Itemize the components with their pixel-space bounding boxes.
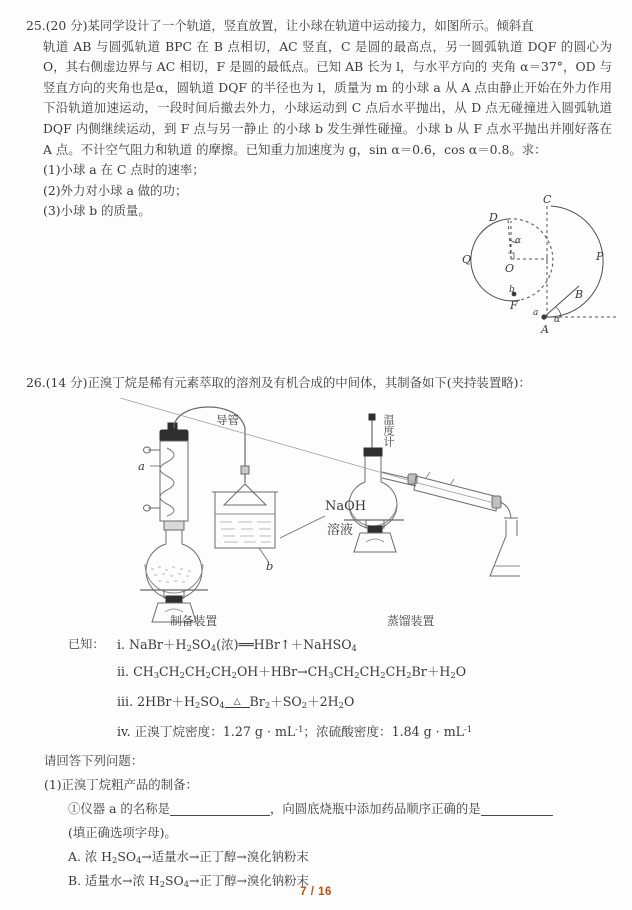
equation-i-body: $NaBr+H_2SO_4$(浓)══HBr↑＋NaHSO$_4$	[129, 637, 357, 654]
option-b-body: 适量水→浓 $H_2SO_4\to$正丁醇→溴化钠粉末	[85, 873, 309, 890]
question-26-text	[26, 373, 616, 394]
question-26-number: 26.	[26, 375, 46, 390]
figure-label-C: C	[543, 193, 552, 206]
physics-figure	[448, 193, 623, 338]
label-marker-b: b	[266, 559, 274, 573]
arc-bpc	[544, 206, 603, 317]
leader-naoh	[280, 516, 325, 538]
distil-stopper	[364, 448, 382, 456]
equation-i	[117, 634, 357, 653]
physics-figure-svg	[448, 193, 623, 338]
question-25	[26, 16, 612, 222]
equation-i-index: i.	[117, 637, 126, 652]
part-1-title: (1)正溴丁烷粗产品的制备：	[44, 777, 198, 792]
q25-line-4: a 从 A 点由静止开始在外力作用下沿轨道加速运动，一段时间后撤去外力，小球运动到	[43, 79, 612, 116]
q25-line-7: 的摩擦。已知重力加速度为 g，sin α＝0.6，cos α＝0.8。求：	[196, 141, 547, 157]
condenser-spiral	[160, 448, 174, 516]
option-a-letter: A.	[68, 849, 81, 864]
equation-iii	[117, 691, 354, 710]
tube-joint	[241, 466, 249, 474]
right-burner-cap	[368, 526, 382, 533]
figure-label-Q: Q	[462, 253, 472, 266]
item-1-text-b: ，向圆底烧瓶中添加药品顺序正确的是	[270, 801, 481, 816]
ground-joint	[164, 521, 184, 530]
q25-line-3: 夹角 α＝37°，OD 与竖直方向的夹角也是α，圆轨道 DQF 的半径也为 l，质量为 m 的小球	[43, 59, 612, 95]
distil-neck	[365, 456, 381, 482]
figure-label-F: F	[510, 299, 518, 312]
ball-a-dot	[541, 314, 546, 319]
page-number: 7 / 16	[300, 886, 332, 898]
label-delivery-tube: 导管	[216, 413, 239, 427]
round-bottom-flask	[146, 544, 202, 599]
flask-liquid-level	[145, 564, 203, 593]
caption-preparation: 制备装置	[170, 614, 218, 628]
right-burner-liquid	[366, 539, 384, 542]
option-a-body: 浓 $H_2SO_4\to$适量水→正丁醇→溴化钠粉末	[84, 849, 309, 866]
chemistry-apparatus-figure	[120, 398, 520, 633]
equation-iv-index: iv.	[117, 724, 131, 739]
equation-iii-body: $2HBr+H_2SO_4$ △ $Br_2+SO_2+2H_2O$	[137, 694, 355, 711]
figure-label-O: O	[505, 262, 515, 275]
label-thermometer: 温度计	[382, 414, 395, 447]
figure-label-P: P	[596, 250, 604, 263]
chemistry-apparatus-svg	[120, 398, 520, 633]
question-25-number: 25.	[26, 18, 46, 33]
question-26	[26, 373, 616, 394]
condenser-inner-tube	[120, 398, 498, 504]
adapter	[500, 502, 511, 518]
q25-sub-2: (2)外力对小球 a 做的功；	[43, 182, 188, 198]
stopper	[160, 430, 188, 441]
item-1-text-a: ①仪器 a 的名称是	[68, 801, 170, 816]
equation-iv	[117, 721, 472, 740]
item-1	[68, 799, 553, 820]
question-25-text	[26, 16, 612, 37]
flask-neck	[166, 530, 182, 544]
figure-label-ball-b: b	[509, 285, 515, 295]
figure-label-angle-a: α	[554, 315, 561, 325]
option-a	[68, 847, 309, 871]
figure-label-A: A	[541, 323, 549, 336]
option-b-letter: B.	[68, 873, 82, 888]
track-ab	[544, 286, 579, 317]
answer-prompt: 请回答下列问题：	[44, 753, 144, 768]
distil-condenser	[414, 476, 498, 511]
q25-body	[43, 37, 612, 161]
condenser-out-joint	[492, 496, 501, 508]
known-label: 已知：	[68, 637, 105, 651]
thermometer-top	[369, 414, 375, 420]
q25-line-6: 的小球 b 发生弹性碰撞。小球 b 从 F 点水平抛出并刚好落在 A 点。不计空气阻力和轨道	[43, 120, 612, 157]
equation-iii-index: iii.	[117, 694, 134, 709]
stopper-neck	[168, 423, 177, 431]
figure-label-D: D	[489, 211, 498, 224]
q25-sub-3: (3)小球 b 的质量。	[43, 203, 151, 219]
q25-line-5: C 点后水平抛出，从 D 点无碰撞进入圆弧轨道 DQF 内侧继续运动，到 F 点与另一静止	[43, 100, 613, 136]
q25-line-0: 某同学设计了一个轨道，竖直放置，让小球在轨道中运动接力，如图所示。倾斜直	[87, 18, 534, 33]
equation-ii-index: ii.	[117, 664, 130, 679]
question-26-score: (14 分)	[45, 375, 88, 390]
label-naoh-text: NaOH	[325, 499, 367, 514]
figure-label-ball-a: a	[533, 308, 539, 318]
question-26-stem: 正溴丁烷是稀有元素萃取的溶剂及有机合成的中间体，其制备如下(夹持装置略)：	[87, 375, 531, 390]
label-naoh-solution: 溶液	[327, 523, 354, 538]
label-naoh	[325, 499, 366, 514]
beaker	[215, 492, 275, 548]
beaker-liquid-hatch	[220, 522, 271, 542]
equation-ii-body: $CH_3CH_2CH_2CH_2OH+HBr\to CH_3CH_2CH_2CH_2Br+H_2O$	[133, 664, 467, 681]
inverted-funnel	[224, 484, 266, 505]
q25-sub-1: (1)小球 a 在 C 点时的速率；	[43, 162, 205, 178]
burner-cap	[166, 596, 182, 603]
boiling-marks	[151, 567, 191, 582]
label-marker-a: a	[138, 459, 145, 473]
right-burner-body	[354, 533, 396, 552]
answer-blank-2[interactable]	[481, 802, 553, 816]
equation-iv-body: 正溴丁烷密度：1.27 $g \cdot mL^{-1}$；浓硫酸密度：1.84 $g \cdot mL^{-1}$	[134, 723, 473, 739]
erlenmeyer-flask	[490, 520, 520, 576]
q25-line-2: 的圆心为O，其右侧虚边界与 AC 相切，F 是圆的最低点。已知 AB 长为 l，与水平方向的	[43, 38, 612, 75]
figure-label-angle-o: α	[515, 236, 522, 246]
answer-blank-1[interactable]	[170, 802, 270, 816]
figure-label-B: B	[575, 288, 584, 301]
condenser-ports	[426, 472, 454, 485]
equation-ii	[117, 661, 466, 680]
caption-distillation: 蒸馏装置	[387, 614, 435, 628]
item-1-note: (填正确选项字母)。	[68, 825, 177, 840]
question-25-score: (20 分)	[45, 18, 88, 33]
q25-line-1: 轨道 AB 与圆弧轨道 BPC 在 B 点相切，AC 竖直，C 是圆的最高点，另一圆弧轨道 DQF	[43, 38, 557, 54]
